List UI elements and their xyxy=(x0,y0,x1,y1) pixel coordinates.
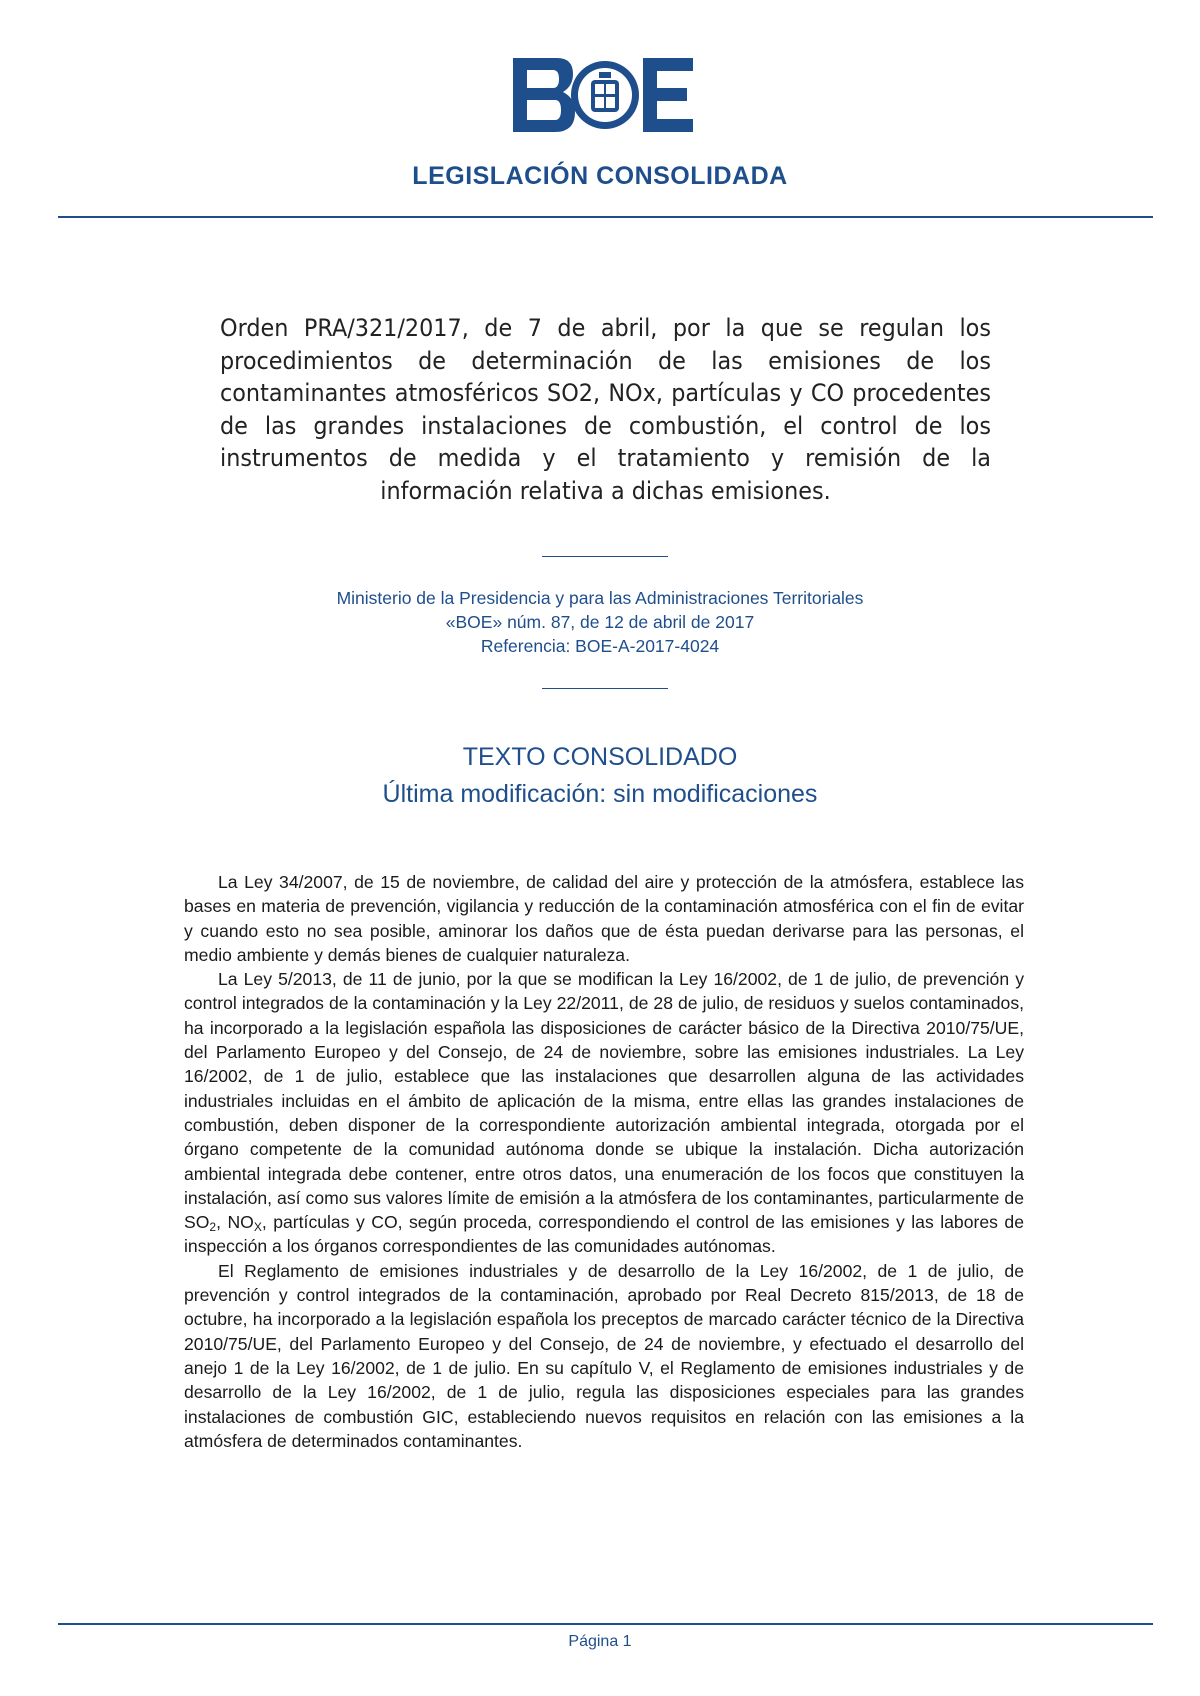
ministry: Ministerio de la Presidencia y para las Administraciones Territoriales xyxy=(336,588,864,608)
boe-issue: «BOE» núm. 87, de 12 de abril de 2017 xyxy=(445,612,755,632)
meta-divider xyxy=(542,688,668,689)
title-divider xyxy=(542,556,668,557)
footer-divider xyxy=(58,1623,1153,1625)
boe-logo xyxy=(513,58,693,132)
reference: Referencia: BOE-A-2017-4024 xyxy=(480,636,720,656)
header-divider xyxy=(58,216,1153,218)
header-title: LEGISLACIÓN CONSOLIDADA xyxy=(412,162,788,190)
paragraph: El Reglamento de emisiones industriales y de desarrollo de la Ley 16/2002, de 1 de julio, de prevención y control integrados de la contaminación, aprobado por Real Decreto 815/2013, de 18 de octubre, ha incorporado a la legislación española los preceptos de marcado carácter técnico de la Directiva 2010/75/UE, del Parlamento Europeo y del Consejo, de 24 de noviembre, y efectuado el desarrollo del anejo 1 de la Ley 16/2002, de 1 de julio. En su capítulo V, el Reglamento de emisiones industriales y de desarrollo de la Ley 16/2002, de 1 de julio, regula las disposiciones especiales para las grandes instalaciones de combustión GIC, estableciendo nuevos requisitos en relación con las emisiones a la atmósfera de determinados contaminantes. xyxy=(184,1260,1024,1451)
last-modification: Última modificación: sin modificaciones xyxy=(382,780,818,808)
body-text xyxy=(184,870,1024,1453)
paragraph: La Ley 34/2007, de 15 de noviembre, de calidad del aire y protección de la atmósfera, establece las bases en materia de prevención, vigilancia y reducción de la contaminación atmosférica con el fin de evitar y cuando esto no sea posible, aminorar los daños que de ésta puedan derivarse para las personas, el medio ambiente y demás bienes de cualquier naturaleza. xyxy=(184,872,1024,965)
page-number: Página 1 xyxy=(568,1633,632,1650)
paragraph: La Ley 5/2013, de 11 de junio, por la que se modifican la Ley 16/2002, de 1 de julio, de prevención y control integrados de la contaminación y la Ley 22/2011, de 28 de julio, de residuos y suelos contaminados, ha incorporado a la legislación española las disposiciones de carácter básico de la Directiva 2010/75/UE, del Parlamento Europeo y del Consejo, de 24 de noviembre, sobre las emisiones industriales. La Ley 16/2002, de 1 de julio, establece que las instalaciones que desarrollen alguna de las actividades industriales incluidas en el ámbito de aplicación de la misma, entre ellas las grandes instalaciones de combustión, deben disponer de la correspondiente autorización ambiental integrada, otorgada por el órgano competente de la comunidad autónoma donde se ubique la instalación. Dicha autorización ambiental integrada debe contener, entre otros datos, una enumeración de los focos que constituyen la instalación, así como sus valores límite de emisión a la atmósfera de los contaminantes, particularmente de $SO_2$, $NO_X$, partículas y CO, según proceda, correspondiendo el control de las emisiones y las labores de inspección a los órganos correspondientes de las comunidades autónomas. xyxy=(184,969,1024,1257)
consolidated-heading: TEXTO CONSOLIDADO xyxy=(462,743,738,771)
document-title: Orden PRA/321/2017, de 7 de abril, por la que se regulan los procedimientos de determinación de las emisiones de los contaminantes atmosféricos SO2, NOx, partículas y CO procedentes de las grandes instalaciones de combustión, el control de los instrumentos de medida y el tratamiento y remisión de la información relativa a dichas emisiones. xyxy=(220,314,991,505)
